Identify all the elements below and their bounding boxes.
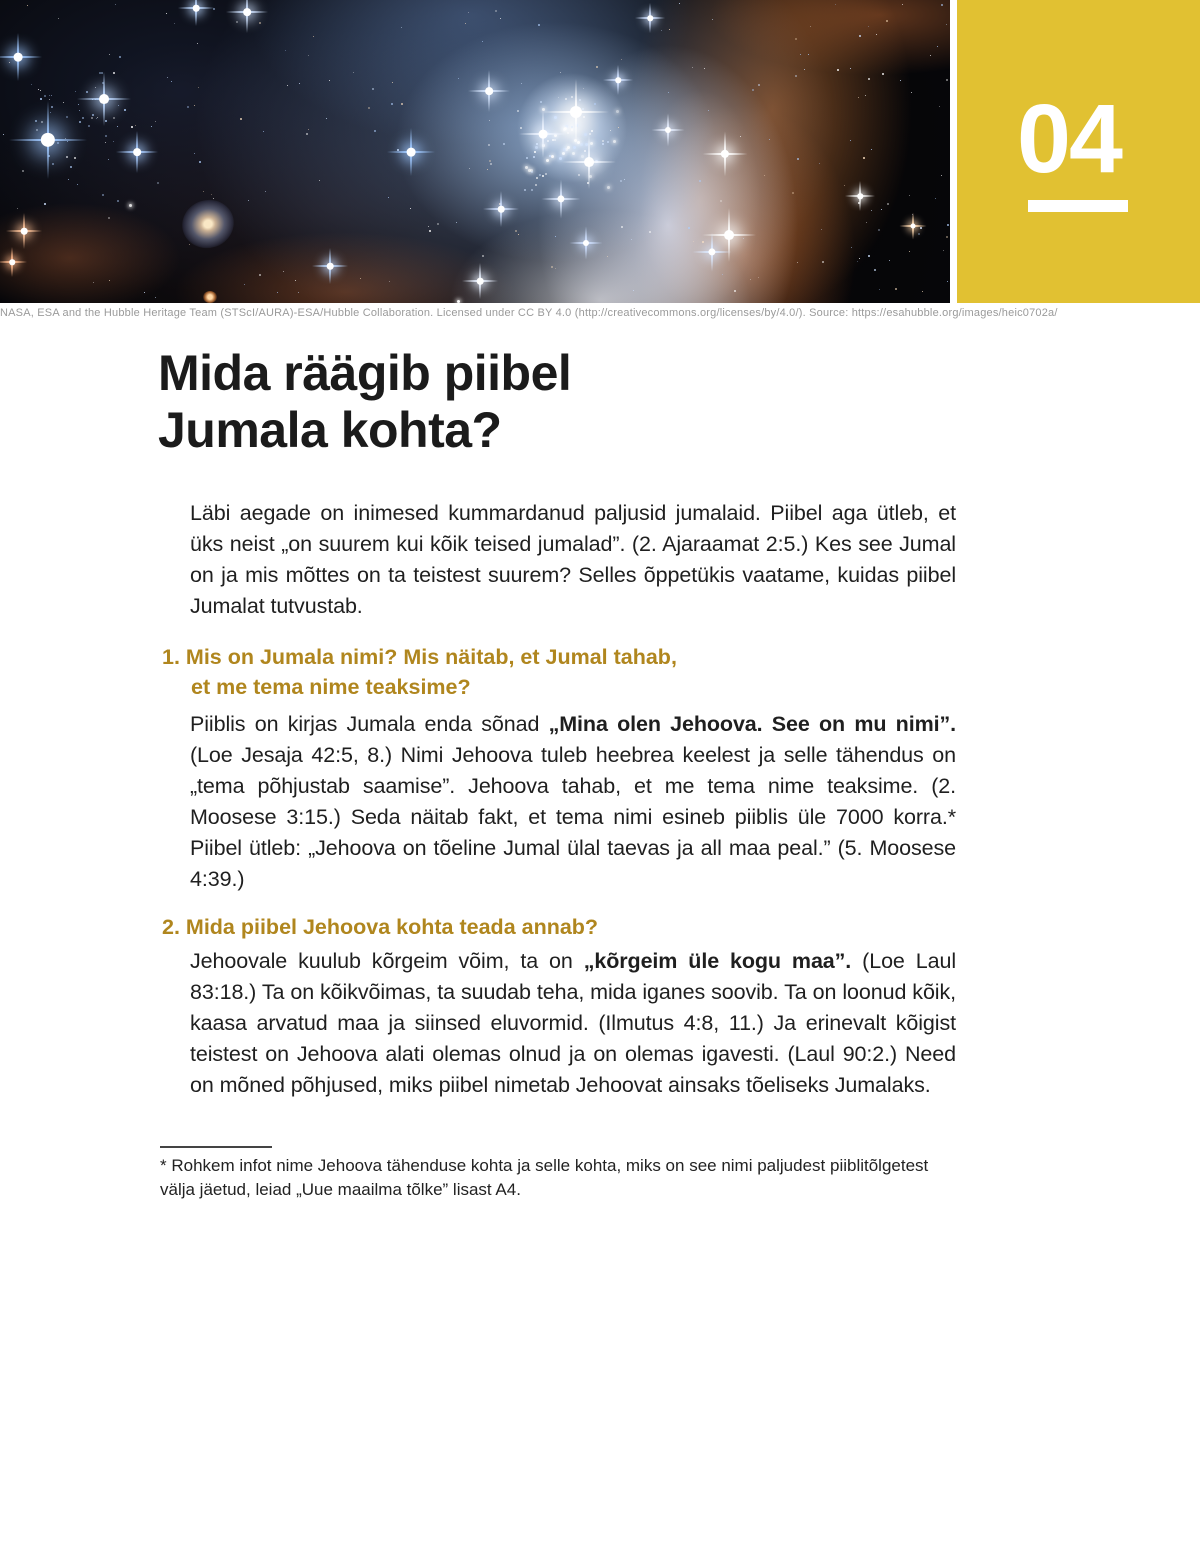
paragraph-2: Jehoovale kuulub kõrgeim võim, ta on „kõrgeim üle kogu maa”. (Loe Laul 83:18.) Ta on kõikvõimas, ta suudab teha, mida iganes soovib. Ta on loonud kõik, kaasa arvatud maa ja siinsed eluvormid. (Ilmutus 4:8, 11.) Ja erinevalt kõigist teistest on Jehoova alati olemas olnud ja on olemas igavesti. (Laul 90:2.) Need on mõned põhjused, miks piibel nimetab Jehoovat ainsaks tõeliseks Jumalaks. (190, 949, 956, 1097)
nebula-blob (203, 291, 217, 303)
image-credit: NASA, ESA and the Hubble Heritage Team (STScI/AURA)-ESA/Hubble Collaboration. Licensed under CC BY 4.0 (http://creativecommons.org/licenses/by/4.0/). Source: https://esahubble.org/images/heic0702a/ (0, 307, 1058, 319)
chapter-underline (1028, 200, 1128, 212)
page-title-line-1: Mida räägib piibel (158, 345, 572, 401)
paragraph-1: Piiblis on kirjas Jumala enda sõnad „Mina olen Jehoova. See on mu nimi”. (Loe Jesaja 42:5, 8.) Nimi Jehoova tuleb heebrea keelest ja selle tähendus on „tema põhjustab saamise”. Jehoova tahab, et me tema nime teaksime. (2. Moosese 3:15.) Seda näitab fakt, et tema nimi esineb piiblis üle 7000 korra.* Piibel ütleb: „Jehoova on tõeline Jumal ülal taevas ja all maa peal.” (5. Moosese 4:39.) (190, 712, 956, 891)
hero-space-photo (0, 0, 950, 303)
chapter-number: 04 (1017, 84, 1121, 193)
page-title (158, 345, 571, 459)
question-2-heading (162, 912, 952, 942)
question-2-line-1: 2. Mida piibel Jehoova kohta teada annab? (162, 915, 599, 939)
question-1-line-2: et me tema nime teaksime? (191, 675, 471, 699)
page-title-line-2: Jumala kohta? (158, 402, 502, 458)
spiral-galaxy (176, 193, 240, 255)
intro-paragraph: Läbi aegade on inimesed kummardanud paljusid jumalaid. Piibel aga ütleb, et üks neist „on suurem kui kõik teised jumalad”. (2. Ajaraamat 2:5.) Kes see Jumal on ja mis mõttes on ta teistest suurem? Selles õppetükis vaatame, kuidas piibel Jumalat tutvustab. (190, 501, 956, 618)
footnote: * Rohkem infot nime Jehoova tähenduse kohta ja selle kohta, miks on see nimi paljudest piiblitõlgetest välja jäetud, leiad „Uue maailma tõlke” lisast A4. (160, 1156, 929, 1199)
question-1-line-1: 1. Mis on Jumala nimi? Mis näitab, et Jumal tahab, (162, 645, 677, 669)
chapter-number-box (957, 0, 1200, 303)
footnote-divider (160, 1146, 272, 1148)
question-1-heading (162, 642, 952, 702)
